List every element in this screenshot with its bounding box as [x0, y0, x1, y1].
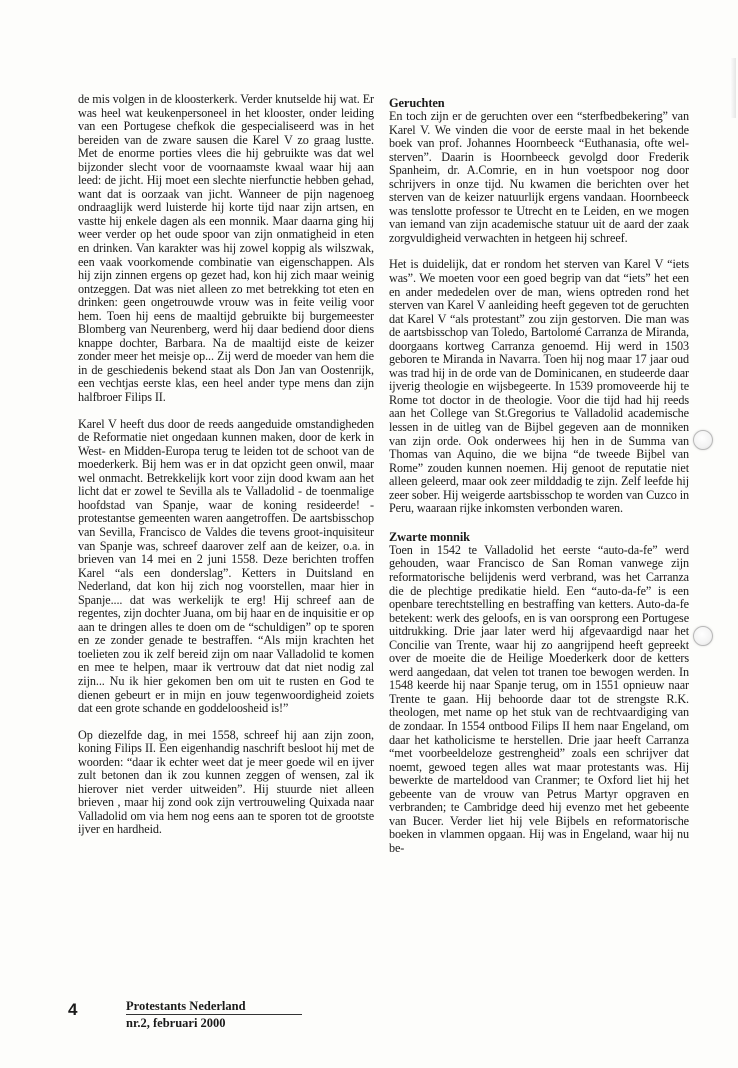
scan-edge: [730, 58, 736, 118]
right-column: [389, 96, 689, 868]
paragraph: Toen in 1542 te Valladolid het eerste “auto-da-fe” werd gehouden, waar Francisco de San Roman vanwege zijn reformatorische belijdenis werd verbrand, was het Carranza die de plechtige predikatie hield. Een “auto-da-fe” is een openbare terechtstelling en bestraffing van ketters. Auto-da-fe betekent: werk des geloofs, en is van oorsprong een Portugese uitdrukking. Drie jaar later werd hij afgevaardigd naar het Concilie van Trente, waar hij zo aangrijpend heeft gepreekt over de moeite die de Heilige Moederkerk door de ketters werd aangedaan, dat velen tot tranen toe bewogen werden. In 1548 keerde hij naar Spanje terug, om in 1551 opnieuw naar Trente te gaan. Hij behoorde daar tot de strengste R.K. theologen, met name op het stuk van de rechtvaardiging van de zondaar. In 1554 ontbood Filips II hem naar Engeland, om daar het katholicisme te herstellen. Drie jaar heeft Carranza “met voorbeeldeloze gestrengheid” zoals een schrijver dat noemt, gewoed tegen alles wat maar protestants was. Hij bewerkte de marteldood van Cranmer; te Oxford liet hij het gebeente van de vrouw van Petrus Martyr opgraven en verbranden; te Cambridge deed hij evenzo met het gebeente van Bucer. Verder liet hij vele Bijbels en reformatorische boeken in vlammen opgaan. Hij was in Engeland, waar hij nu be-: [389, 542, 689, 855]
punch-hole: [693, 626, 713, 646]
paragraph: Op diezelfde dag, in mei 1558, schreef hij aan zijn zoon, koning Filips II. Een eigenhandig naschrift besloot hij met de woorden: “daar ik echter weet dat je meer goede wil en ijver zult betonen dan ik zou kunnen zeggen of wensen, zal ik hierover niet verder uitweiden”. Hij stuurde niet alleen brieven , maar hij zond ook zijn vertrouweling Quixada naar Valladolid om via hem nog eens aan te sporen tot de grootste ijver en hardheid.: [78, 727, 374, 837]
section-heading: Geruchten: [389, 96, 445, 110]
paragraph: En toch zijn er de geruchten over een “sterfbedbekering” van Karel V. We vinden die voor de eerste maal in het bekende boek van prof. Johannes Hoornbeeck “Euthanasia, ofte wel-sterven”. Daarin is Hoornbeeck gevolgd door Frederik Spanheim, dr. A.Comrie, en in hun voetspoor nog door schrijvers in onze tijd. Nu kwamen die berichten over het sterven van de keizer natuurlijk ergens vandaan. Hoornbeeck was tenslotte professor te Utrecht en te Leiden, en we mogen van iemand van zijn academische statuur uit de aard der zaak zorgvuldigheid verwachten in hetgeen hij schreef.: [389, 109, 689, 245]
issue-info: nr.2, februari 2000: [126, 1016, 226, 1030]
left-column: [78, 93, 374, 850]
paragraph: de mis volgen in de kloosterkerk. Verder knutselde hij wat. Er was heel wat keukenpersoneel in het klooster, onder leiding van een Portugese chefkok die gespecialiseerd was in het bereiden van de zware sausen die Karel V zo graag lustte. Met de enorme porties vlees die hij gebruikte was dat wel bijzonder slecht voor de voornaamste kwaal waar hij aan leed: de jicht. Hij moet een slechte nierfunctie hebben gehad, want dat is oorzaak van jicht. Wanneer de pijn nagenoeg ondraaglijk werd luisterde hij korte tijd naar zijn artsen, en vastte hij enkele dagen als een monnik. Maar daarna ging hij weer verder op het oude spoor van zijn onmatigheid in eten en drinken. Van karakter was hij zowel koppig als wilszwak, een vaak voorkomende combinatie van eigenschappen. Als hij zijn zinnen ergens op gezet had, kon hij zich maar weinig ontzeggen. Dat was niet alleen zo met betrekking tot eten en drinken: geen ongetrouwde vrouw was in feite veilig voor hem. Toen hij eens de maaltijd gebruikte bij burgemeester Blomberg van Neurenberg, werd hij daar bediend door diens knappe dochter, Barbara. Na de maaltijd eiste de keizer zonder meer het meisje op... Zij werd de moeder van hem die in de geschiedenis bekend staat als Don Jan van Oostenrijk, een vechtjas eerste klas, een heel ander type mens dan zijn halfbroer Filips II.: [78, 92, 374, 405]
page-number: 4: [68, 1000, 78, 1019]
paragraph: Karel V heeft dus door de reeds aangeduide omstandigheden de Reformatie niet ongedaan kunnen maken, door de kerk in West- en Midden-Europa terug te leiden tot de schoot van de moederkerk. Bij hem was er in dat opzicht geen onwil, maar wel onmacht. Betrekkelijk kort voor zijn dood kwam aan het licht dat er zowel te Sevilla als te Valladolid - de toenmalige hoofdstad van Spanje, waar de koning resideerde! - protestantse gemeenten waren aangetroffen. De aartsbisschop van Sevilla, Francisco de Valdes die tevens groot-inquisiteur van Spanje was, schreef daarover zelf aan de keizer, o.a. in brieven van 14 mei en 2 juni 1558. Deze berichten troffen Karel “als een donderslag”. Ketters in Duitsland en Nederland, dat kon hij zich nog voorstellen, maar hier in Spanje.... dat was werkelijk te erg! Hij schreef aan de regentes, zijn dochter Juana, om bij haar en de inquisitie er op aan te dringen alles te doen om de “schuldigen” op te sporen en ze zonder genade te bestraffen. “Als mijn krachten het toelieten zou ik zelf bereid zijn om naar Valladolid te komen en mee te helpen, maar ik vertrouw dat dat niet nodig zal zijn... Nu ik hier gekomen ben om uit te rusten en God te dienen gebeurt er in mijn en jouw tegenwoordigheid zoiets dat een grote schande en goddeloosheid is!”: [78, 416, 374, 716]
publication-title: Protestants Nederland: [126, 999, 246, 1013]
punch-hole: [693, 430, 713, 450]
section-heading: Zwarte monnik: [389, 529, 470, 544]
footer-rule: [126, 1014, 302, 1015]
paragraph: Het is duidelijk, dat er rondom het sterven van Karel V “iets was”. We moeten voor een goed begrip van dat “iets” het een en ander mededelen over de man, wiens optreden rond het sterven van Karel V aanleiding heeft gegeven tot de geruchten dat Karel V “als protestant” zou zijn gestorven. Die man was de aartsbisschop van Toledo, Bartolomé Carranza de Miranda, doorgaans kortweg Carranza genoemd. Hij werd in 1503 geboren te Miranda in Navarra. Toen hij nog maar 17 jaar oud was trad hij in de orde van de Dominicanen, en studeerde daar ijverig theologie en wijsbegeerte. In 1539 promoveerde hij te Rome tot doctor in de theologie. Voor die tijd had hij reeds aan het College van St.Gregorius te Valladolid academische lessen in de uitleg van de Bijbel gegeven aan de monniken van zijn orde. Ook onderwees hij hen in de Summa van Thomas van Aquino, die we bijna “de tweede Bijbel van Rome” zouden kunnen noemen. Hij genoot de reputatie niet alleen geleerd, maar ook zeer milddadig te zijn. Zelf leefde hij zeer sober. Hij weigerde aartsbisschop te worden van Cuzco in Peru, waaraan rijke inkomsten verbonden waren.: [389, 257, 689, 516]
